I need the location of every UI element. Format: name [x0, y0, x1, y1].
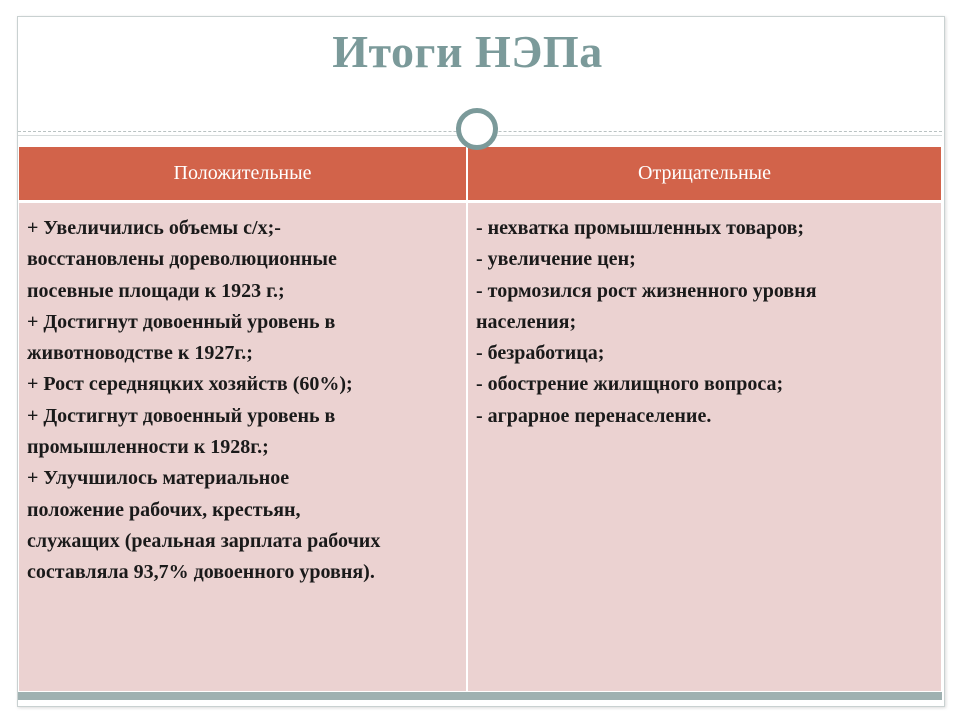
positive-line: восстановлены дореволюционные	[27, 248, 337, 271]
positive-line: + Улучшилось материальное	[27, 467, 290, 490]
negative-line: - тормозился рост жизненного уровня	[476, 279, 817, 302]
negative-line: - аграрное перенаселение.	[476, 404, 712, 427]
table-header-row	[19, 147, 941, 202]
positive-line: служащих (реальная зарплата рабочих	[27, 529, 381, 552]
bottom-accent-bar	[18, 692, 942, 700]
header-positive: Положительные	[19, 147, 467, 202]
positive-line: + Достигнут довоенный уровень в	[27, 310, 336, 333]
ring-ornament-icon	[456, 108, 498, 150]
table-row	[19, 202, 941, 692]
positive-line: животноводстве к 1927г.;	[27, 342, 253, 365]
positive-line: промышленности к 1928г.;	[27, 436, 269, 459]
positive-line: посевные площади к 1923 г.;	[27, 279, 285, 302]
negative-line: - безработица;	[476, 342, 605, 365]
positive-line: составляла 93,7% довоенного уровня).	[27, 561, 375, 584]
negative-line: - нехватка промышленных товаров;	[476, 217, 805, 239]
negative-line: - увеличение цен;	[476, 248, 636, 271]
results-table	[19, 147, 941, 691]
negative-line: населения;	[476, 310, 577, 333]
negative-cell	[467, 202, 941, 692]
positive-line: + Достигнут довоенный уровень в	[27, 404, 336, 427]
positive-line: + Увеличились объемы с/х;-	[27, 217, 281, 239]
positive-cell	[19, 202, 467, 692]
slide-title: Итоги НЭПа	[332, 26, 603, 77]
positive-line: + Рост середняцких хозяйств (60%);	[27, 373, 353, 396]
header-negative: Отрицательные	[467, 147, 941, 202]
negative-line: - обострение жилищного вопроса;	[476, 373, 784, 396]
positive-line: положение рабочих, крестьян,	[27, 498, 301, 521]
